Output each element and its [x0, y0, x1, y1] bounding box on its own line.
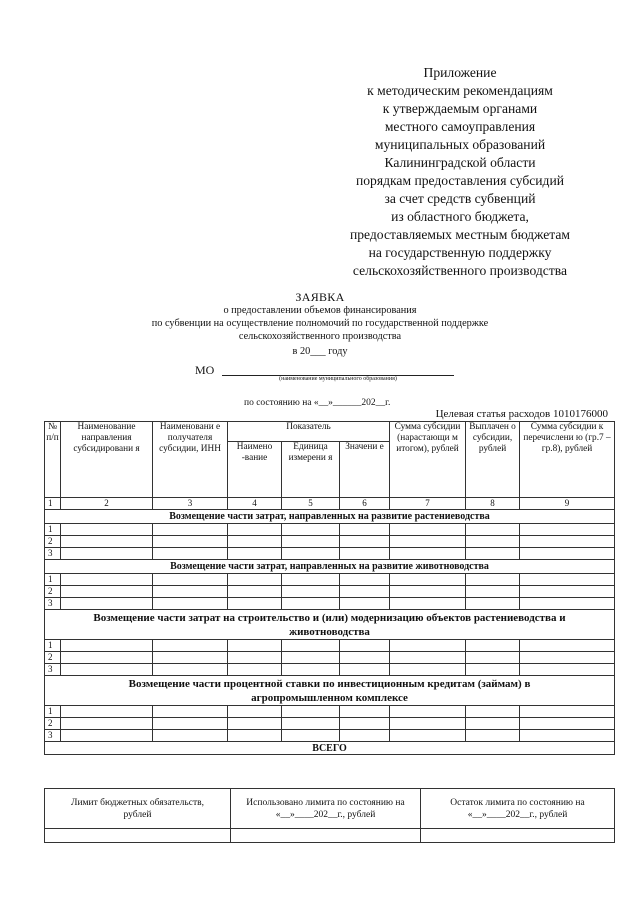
- header-recipient: Наименовани е получателя субсидии, ИНН: [153, 422, 228, 498]
- table-row: [45, 598, 615, 610]
- cell[interactable]: [520, 586, 615, 598]
- cell[interactable]: [466, 706, 520, 718]
- cell[interactable]: [390, 652, 466, 664]
- cell[interactable]: [390, 640, 466, 652]
- header-value: Значени е: [340, 442, 390, 498]
- cell[interactable]: [520, 598, 615, 610]
- appendix-line: на государственную поддержку: [368, 245, 552, 260]
- row-number: 3: [45, 730, 61, 742]
- cell[interactable]: [282, 548, 340, 560]
- cell[interactable]: [282, 664, 340, 676]
- subsidy-table: [44, 421, 615, 755]
- header-name: Наимено -вание: [228, 442, 282, 498]
- cell[interactable]: [390, 598, 466, 610]
- cell[interactable]: [466, 524, 520, 536]
- appendix-line: к методическим рекомендациям: [367, 83, 553, 98]
- header-paid: Выплачен о субсидии, рублей: [466, 422, 520, 498]
- cell[interactable]: [61, 706, 153, 718]
- cell[interactable]: [228, 706, 282, 718]
- col-number: 3: [153, 498, 228, 510]
- limit-cell[interactable]: [45, 829, 231, 843]
- cell[interactable]: [282, 536, 340, 548]
- cell[interactable]: [61, 730, 153, 742]
- appendix-block: [330, 64, 590, 280]
- cell[interactable]: [390, 524, 466, 536]
- cell[interactable]: [228, 730, 282, 742]
- cell[interactable]: [228, 574, 282, 586]
- table-row: [45, 586, 615, 598]
- title-line-1: о предоставлении объемов финансирования: [223, 305, 417, 316]
- cell[interactable]: [340, 718, 390, 730]
- cell[interactable]: [340, 664, 390, 676]
- cell[interactable]: [228, 718, 282, 730]
- cell[interactable]: [340, 730, 390, 742]
- cell[interactable]: [228, 548, 282, 560]
- cell[interactable]: [282, 524, 340, 536]
- cell[interactable]: [340, 652, 390, 664]
- row-number: 1: [45, 640, 61, 652]
- table-row: [45, 652, 615, 664]
- cell[interactable]: [228, 524, 282, 536]
- title-line-2: по субвенции на осуществление полномочий по государственной поддержке: [151, 318, 489, 329]
- cell[interactable]: [340, 536, 390, 548]
- cell[interactable]: [61, 598, 153, 610]
- cell[interactable]: [340, 524, 390, 536]
- cell[interactable]: [153, 652, 228, 664]
- appendix-line: Приложение: [423, 65, 497, 80]
- cell[interactable]: [228, 640, 282, 652]
- cell[interactable]: [282, 640, 340, 652]
- row-number: 3: [45, 548, 61, 560]
- cell[interactable]: [390, 706, 466, 718]
- cell[interactable]: [520, 652, 615, 664]
- cell[interactable]: [61, 536, 153, 548]
- cell[interactable]: [520, 536, 615, 548]
- cell[interactable]: [61, 640, 153, 652]
- cell[interactable]: [153, 664, 228, 676]
- cell[interactable]: [153, 730, 228, 742]
- limit-header: Лимит бюджетных обязательств, рублей: [45, 789, 231, 829]
- title-line-3: сельскохозяйственного производства: [238, 331, 402, 342]
- table-row: [45, 640, 615, 652]
- cell[interactable]: [520, 730, 615, 742]
- mo-label: МО: [195, 363, 215, 377]
- cell[interactable]: [466, 536, 520, 548]
- cell[interactable]: [466, 640, 520, 652]
- appendix-line: из областного бюджета,: [391, 209, 529, 224]
- total-row: ВСЕГО: [45, 742, 615, 755]
- cell[interactable]: [282, 586, 340, 598]
- cell[interactable]: [61, 718, 153, 730]
- cell[interactable]: [153, 718, 228, 730]
- table-row: [45, 730, 615, 742]
- row-number: 1: [45, 524, 61, 536]
- col-number: 1: [45, 498, 61, 510]
- cell[interactable]: [466, 652, 520, 664]
- used-limit-cell[interactable]: [231, 829, 421, 843]
- cell[interactable]: [390, 536, 466, 548]
- remaining-limit-header: Остаток лимита по состоянию на «__»____202__г., рублей: [421, 789, 615, 829]
- cell[interactable]: [228, 586, 282, 598]
- cell[interactable]: [153, 586, 228, 598]
- cell[interactable]: [466, 586, 520, 598]
- cell[interactable]: [520, 640, 615, 652]
- col-number: 2: [61, 498, 153, 510]
- section-livestock: Возмещение части затрат, направленных на развитие животноводства: [45, 560, 615, 574]
- header-direction: Наименование направления субсидировани я: [61, 422, 153, 498]
- table-row: [45, 718, 615, 730]
- cell[interactable]: [282, 598, 340, 610]
- cell[interactable]: [228, 536, 282, 548]
- header-indicator: Показатель: [228, 422, 390, 442]
- cell[interactable]: [61, 586, 153, 598]
- cell[interactable]: [153, 598, 228, 610]
- cell[interactable]: [282, 730, 340, 742]
- cell[interactable]: [390, 586, 466, 598]
- cell[interactable]: [282, 718, 340, 730]
- appendix-line: местного самоуправления: [384, 119, 536, 134]
- mo-caption: (наименование муниципального образования): [279, 376, 397, 382]
- cell[interactable]: [520, 706, 615, 718]
- header-sum: Сумма субсидии (нарастающи м итогом), рублей: [390, 422, 466, 498]
- cell[interactable]: [153, 548, 228, 560]
- cell[interactable]: [340, 706, 390, 718]
- cell[interactable]: [282, 652, 340, 664]
- cell[interactable]: [61, 664, 153, 676]
- cell[interactable]: [228, 652, 282, 664]
- appendix-line: муниципальных образований: [374, 137, 546, 152]
- cell[interactable]: [228, 598, 282, 610]
- table-row: [45, 664, 615, 676]
- row-number: 3: [45, 598, 61, 610]
- col-number: 5: [282, 498, 340, 510]
- section-plant-growing: Возмещение части затрат, направленных на развитие растениеводства: [45, 510, 615, 524]
- cell[interactable]: [153, 574, 228, 586]
- table-row: [45, 536, 615, 548]
- cell[interactable]: [340, 586, 390, 598]
- cell[interactable]: [390, 664, 466, 676]
- col-number: 9: [520, 498, 615, 510]
- cell[interactable]: [61, 524, 153, 536]
- header-num: № п/п: [45, 422, 61, 498]
- cell[interactable]: [520, 548, 615, 560]
- year-line: в 20___ году: [292, 346, 348, 357]
- row-number: 2: [45, 718, 61, 730]
- appendix-line: к утверждаемым органами: [382, 101, 538, 116]
- cell[interactable]: [466, 574, 520, 586]
- appendix-line: Калининградской области: [384, 155, 536, 170]
- cell[interactable]: [282, 574, 340, 586]
- header-unit: Единица измерени я: [282, 442, 340, 498]
- col-number: 8: [466, 498, 520, 510]
- cell[interactable]: [520, 524, 615, 536]
- header-to-transfer: Сумма субсидии к перечислени ю (гр.7 – гр.8), рублей: [520, 422, 615, 498]
- section-construction: Возмещение части затрат на строительство и (или) модернизацию объектов растениеводства и животноводства: [45, 610, 615, 640]
- appendix-line: предоставляемых местным бюджетам: [349, 227, 571, 242]
- cell[interactable]: [61, 548, 153, 560]
- table-row: [45, 574, 615, 586]
- cell[interactable]: [340, 574, 390, 586]
- table-row: [45, 706, 615, 718]
- cell[interactable]: [153, 706, 228, 718]
- used-limit-header: Использовано лимита по состоянию на «__»____202__г., рублей: [231, 789, 421, 829]
- row-number: 2: [45, 536, 61, 548]
- remaining-limit-cell[interactable]: [421, 829, 615, 843]
- col-number: 7: [390, 498, 466, 510]
- appendix-line: порядкам предоставления субсидий: [355, 173, 565, 188]
- table-row: [45, 524, 615, 536]
- table-row: [45, 548, 615, 560]
- cell[interactable]: [153, 524, 228, 536]
- cell[interactable]: [390, 730, 466, 742]
- cell[interactable]: [61, 652, 153, 664]
- appendix-line: сельскохозяйственного производства: [352, 263, 568, 278]
- cell[interactable]: [340, 640, 390, 652]
- cell[interactable]: [61, 574, 153, 586]
- cell[interactable]: [520, 574, 615, 586]
- cell[interactable]: [153, 640, 228, 652]
- row-number: 1: [45, 706, 61, 718]
- as-of-date: по состоянию на «__»______202__г.: [244, 398, 391, 408]
- cell[interactable]: [390, 574, 466, 586]
- cell[interactable]: [466, 664, 520, 676]
- row-number: 1: [45, 574, 61, 586]
- cell[interactable]: [340, 598, 390, 610]
- cell[interactable]: [153, 536, 228, 548]
- cell[interactable]: [520, 718, 615, 730]
- row-number: 2: [45, 652, 61, 664]
- cell[interactable]: [282, 706, 340, 718]
- target-article: Целевая статья расходов 1010176000: [435, 408, 608, 420]
- cell[interactable]: [466, 548, 520, 560]
- row-number: 3: [45, 664, 61, 676]
- cell[interactable]: [340, 548, 390, 560]
- cell[interactable]: [390, 548, 466, 560]
- cell[interactable]: [228, 664, 282, 676]
- section-interest-rate: Возмещение части процентной ставки по инвестиционным кредитам (займам) в агропромышленном комплексе: [45, 676, 615, 706]
- document-title: ЗАЯВКА: [295, 290, 345, 304]
- col-number: 6: [340, 498, 390, 510]
- cell[interactable]: [466, 598, 520, 610]
- limit-table: [44, 788, 615, 843]
- cell[interactable]: [520, 664, 615, 676]
- row-number: 2: [45, 586, 61, 598]
- cell[interactable]: [466, 730, 520, 742]
- appendix-line: за счет средств субвенций: [384, 191, 536, 206]
- col-number: 4: [228, 498, 282, 510]
- cell[interactable]: [466, 718, 520, 730]
- cell[interactable]: [390, 718, 466, 730]
